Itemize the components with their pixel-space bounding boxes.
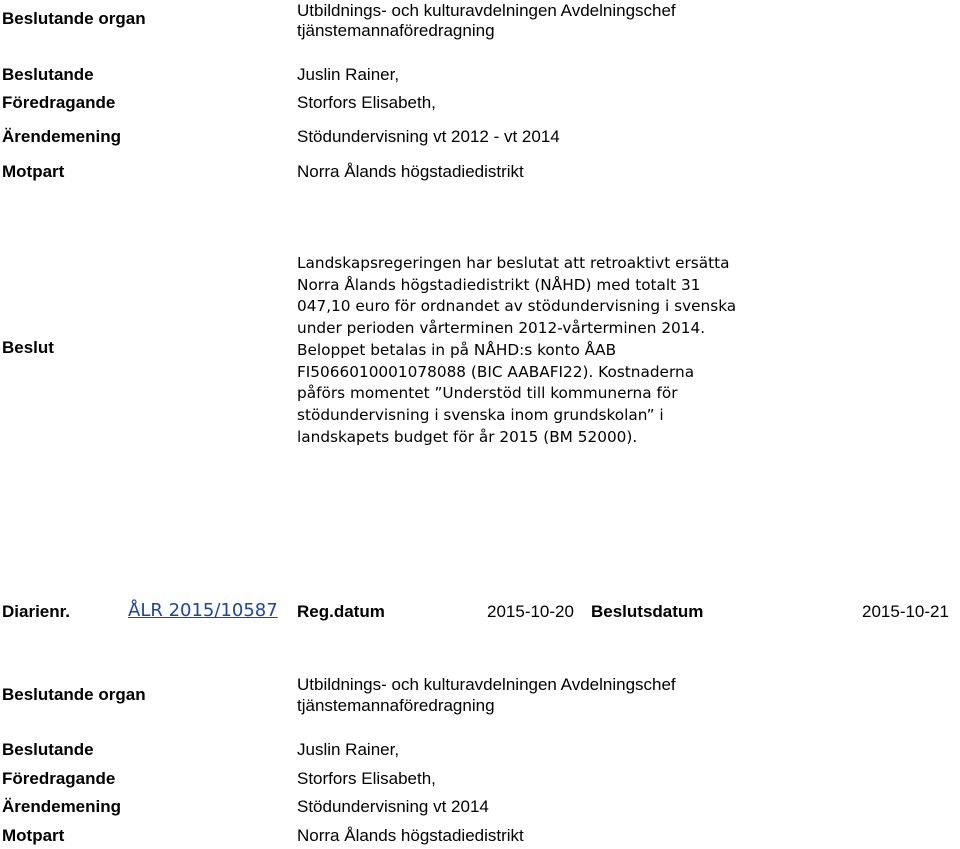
beslutande-value: Juslin Rainer, bbox=[297, 65, 400, 84]
decision-line: Landskapsregeringen har beslutat att retroaktivt ersätta bbox=[297, 254, 730, 272]
arende-value: Stödundervisning vt 2014 bbox=[297, 797, 489, 816]
decision-line: landskapets budget för år 2015 (BM 52000). bbox=[297, 427, 638, 446]
motpart-value: Norra Ålands högstadiedistrikt bbox=[297, 826, 524, 845]
beslutsdatum-label: Beslutsdatum bbox=[591, 602, 704, 621]
arende-value: Stödundervisning vt 2012 - vt 2014 bbox=[297, 127, 560, 146]
decision-text bbox=[297, 253, 757, 448]
motpart-label: Motpart bbox=[2, 162, 65, 181]
decision-line: 047,10 euro för ordnandet av stödundervisning i svenska bbox=[297, 297, 737, 316]
motpart-label: Motpart bbox=[2, 826, 65, 845]
organ-value-line1: Utbildnings- och kulturavdelningen Avdelningschef bbox=[297, 1, 676, 20]
diarienr-link[interactable]: ÅLR 2015/10587 bbox=[128, 600, 278, 621]
organ-label: Beslutande organ bbox=[2, 685, 146, 704]
beslutsdatum-value: 2015-10-21 bbox=[862, 602, 949, 621]
beslutande-label: Beslutande bbox=[2, 65, 94, 84]
decision-line: under perioden vårterminen 2012-vårterminen 2014. bbox=[297, 319, 706, 338]
diarienr-label: Diarienr. bbox=[2, 602, 71, 621]
organ-value-line1: Utbildnings- och kulturavdelningen Avdelningschef bbox=[297, 675, 676, 694]
beslutande-value: Juslin Rainer, bbox=[297, 740, 400, 759]
foredragande-label: Föredragande bbox=[2, 93, 116, 112]
motpart-value: Norra Ålands högstadiedistrikt bbox=[297, 162, 524, 181]
arende-label: Ärendemening bbox=[2, 797, 122, 816]
regdatum-value: 2015-10-20 bbox=[487, 602, 574, 621]
decision-line: Beloppet betalas in på NÅHD:s konto ÅAB bbox=[297, 340, 617, 359]
decision-line: påförs momentet ”Understöd till kommunerna för bbox=[297, 384, 678, 403]
foredragande-value: Storfors Elisabeth, bbox=[297, 93, 436, 112]
organ-label: Beslutande organ bbox=[2, 9, 146, 28]
decision-line: FI5066010001078088 (BIC AABAFI22). Kostnaderna bbox=[297, 362, 695, 381]
organ-value-line2: tjänstemannaföredragning bbox=[297, 21, 495, 40]
beslut-label: Beslut bbox=[2, 338, 54, 357]
foredragande-label: Föredragande bbox=[2, 769, 116, 788]
beslutande-label: Beslutande bbox=[2, 740, 94, 759]
regdatum-label: Reg.datum bbox=[297, 602, 385, 621]
foredragande-value: Storfors Elisabeth, bbox=[297, 769, 436, 788]
decision-line: Norra Ålands högstadiedistrikt (NÅHD) med totalt 31 bbox=[297, 275, 701, 294]
decision-line: stödundervisning i svenska inom grundskolan” i bbox=[297, 405, 664, 424]
arende-label: Ärendemening bbox=[2, 127, 122, 146]
organ-value-line2: tjänstemannaföredragning bbox=[297, 696, 495, 715]
